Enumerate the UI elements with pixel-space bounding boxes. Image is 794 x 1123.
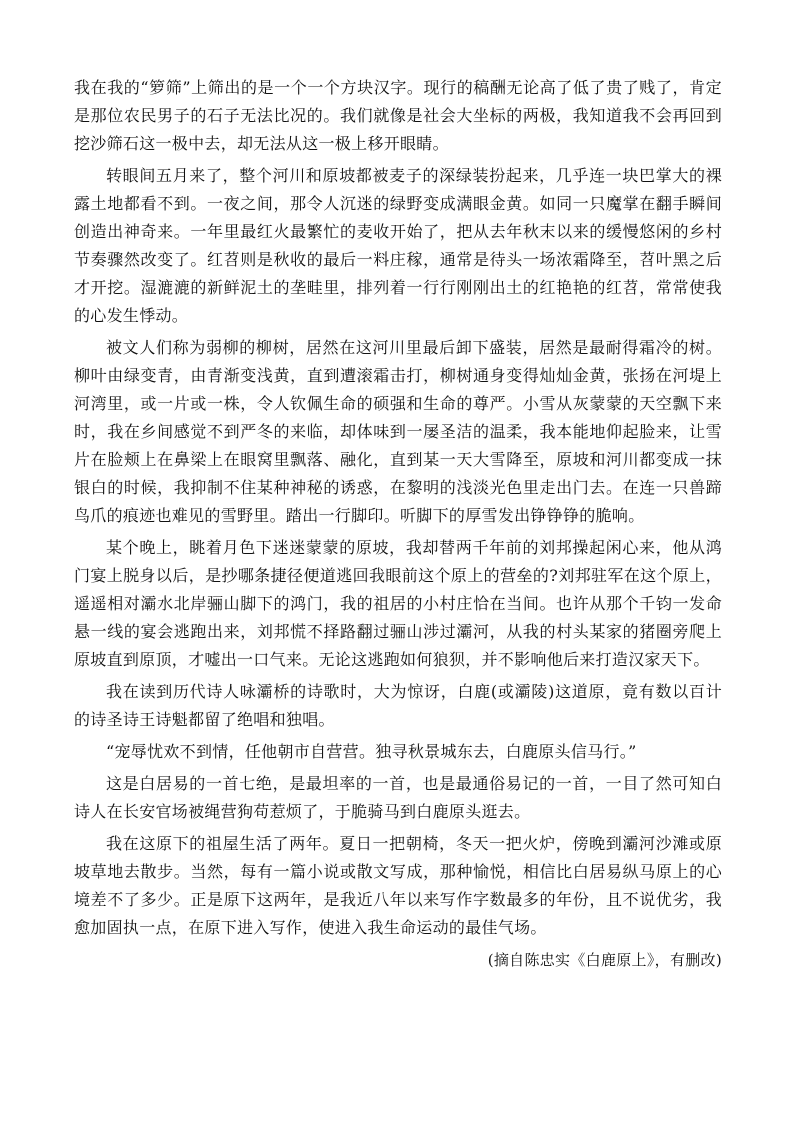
- paragraph-5: 我在读到历代诗人咏灞桥的诗歌时，大为惊讶，白鹿(或灞陵)这道原，竟有数以百计的诗圣诗王诗魁都留了绝唱和独唱。: [74, 682, 722, 729]
- paragraph-1: 我在我的“箩筛”上筛出的是一个一个方块汉字。现行的稿酬无论高了低了贵了贱了，肯定是那位农民男子的石子无法比况的。我们就像是社会大坐标的两极，我知道我不会再回到挖沙筛石这一极中去，却无法从这一极上移开眼睛。: [74, 78, 722, 153]
- paragraph-7: 我在这原下的祖屋生活了两年。夏日一把朝椅，冬天一把火炉，傍晚到灞河沙滩或原坡草地去散步。当然，每有一篇小说或散文写成，那种愉悦，相信比白居易纵马原上的心境差不了多少。正是原下这两年，是我近八年以来写作字数最多的年份，且不说优劣，我愈加固执一点，在原下进入写作，使进入我生命运动的最佳气场。: [74, 834, 722, 937]
- paragraph-2: 转眼间五月来了，整个河川和原坡都被麦子的深绿装扮起来，几乎连一块巴掌大的裸露土地都看不到。一夜之间，那令人沉迷的绿野变成满眼金黄。如同一只魔掌在翻手瞬间创造出神奇来。一年里最红火最繁忙的麦收开始了，把从去年秋末以来的缓慢悠闲的乡村节奏骤然改变了。红苕则是秋收的最后一料庄稼，通常是待头一场浓霜降至，苕叶黑之后才开挖。湿漉漉的新鲜泥土的垄畦里，排列着一行行刚刚出土的红艳艳的红苕，常常使我的心发生悸动。: [74, 166, 722, 325]
- document-page: [74, 74, 722, 974]
- source-citation: (摘自陈忠实《白鹿原上》，有删改): [487, 951, 722, 969]
- paragraph-6: 这是白居易的一首七绝，是最坦率的一首，也是最通俗易记的一首，一目了然可知白诗人在长安官场被绳营狗苟惹烦了，于脆骑马到白鹿原头逛去。: [74, 774, 722, 821]
- paragraph-3: 被文人们称为弱柳的柳树，居然在这河川里最后卸下盛装，居然是最耐得霜冷的树。柳叶由绿变青，由青渐变浅黄，直到遭滚霜击打，柳树通身变得灿灿金黄，张扬在河堤上河湾里，或一片或一株，令人钦佩生命的硕强和生命的尊严。小雪从灰蒙蒙的天空飘下来时，我在乡间感觉不到严冬的来临，却体味到一屡圣洁的温柔，我本能地仰起脸来，让雪片在脸颊上在鼻梁上在眼窝里飘落、融化，直到某一天大雪降至，原坡和河川都变成一抹银白的时候，我抑制不住某种神秘的诱惑，在黎明的浅淡光色里走出门去。在连一只兽蹄鸟爪的痕迹也难见的雪野里。踏出一行脚印。听脚下的厚雪发出铮铮铮的脆响。: [74, 338, 722, 525]
- paragraph-4: 某个晚上，眺着月色下迷迷蒙蒙的原坡，我却替两千年前的刘邦操起闲心来，他从鸿门宴上脱身以后，是抄哪条捷径便道逃回我眼前这个原上的营垒的?刘邦驻军在这个原上，遥遥相对灞水北岸骊山脚下的鸿门，我的祖居的小村庄恰在当间。也许从那个千钧一发命悬一线的宴会逃跑出来，刘邦慌不择路翻过骊山涉过灞河，从我的村头某家的猪圈旁爬上原坡直到原顶，才嘘出一口气来。无论这逃跑如何狼狈，并不影响他后来打造汉家天下。: [74, 538, 722, 669]
- poem-quote: “宠辱忧欢不到情，任他朝市自营营。独寻秋景城东去，白鹿原头信马行。”: [106, 742, 637, 761]
